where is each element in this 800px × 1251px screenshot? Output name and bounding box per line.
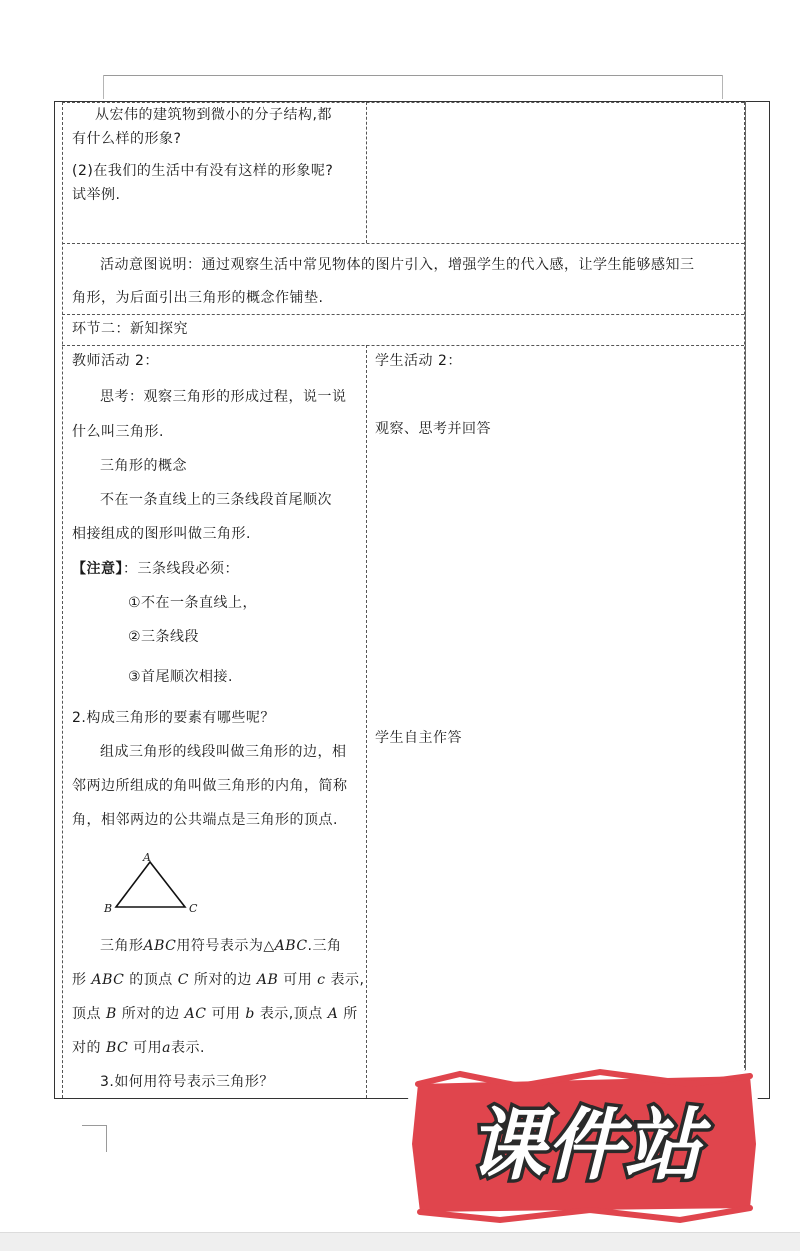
math-span: b: [245, 1006, 255, 1022]
watermark-logo: [400, 1064, 770, 1224]
math-span: A: [327, 1006, 339, 1022]
symbol-line: [72, 1005, 358, 1023]
col-divider-mid: [366, 102, 367, 243]
text-span: 所对的边: [193, 972, 252, 988]
table-right-border: [745, 101, 746, 1099]
row-divider: [62, 314, 744, 315]
student-activity-heading: 学生活动 2：: [375, 353, 462, 369]
math-span: AC: [184, 1006, 207, 1022]
viewer-bottom-bar: [0, 1232, 800, 1251]
math-span: ABC: [143, 938, 177, 954]
note-item: ③首尾顺次相接.: [128, 669, 234, 685]
text-span: 表示,顶点: [259, 1006, 323, 1022]
math-span: a: [162, 1040, 172, 1056]
math-span: C: [177, 972, 189, 988]
text-span: 的顶点: [129, 972, 173, 988]
row-divider: [62, 243, 744, 244]
math-span: ABC: [91, 972, 125, 988]
page-top-rule-right-tick: [722, 75, 723, 99]
text-span: 三角形: [100, 938, 144, 954]
teacher-text: 相接组成的图形叫做三角形.: [72, 526, 251, 542]
teacher-text: 思考：观察三角形的形成过程，说一说: [100, 389, 347, 405]
col-divider-right: [744, 102, 745, 1098]
math-span: B: [105, 1006, 117, 1022]
activity-intent-text: 活动意图说明：通过观察生活中常见物体的图片引入，增强学生的代入感，让学生能够感知三: [100, 257, 695, 273]
text-span: 所对的边: [121, 1006, 180, 1022]
teacher-text: 角，相邻两边的公共端点是三角形的顶点.: [72, 812, 338, 828]
text-span: 可用: [211, 1006, 241, 1022]
question-3: 3.如何用符号表示三角形？: [100, 1074, 274, 1090]
teacher-text: 组成三角形的线段叫做三角形的边，相: [100, 744, 347, 760]
note-line: [72, 560, 239, 578]
note-item: ②三条线段: [128, 629, 200, 645]
note-text: ：三条线段必须：: [123, 561, 239, 577]
text-span: .三角: [307, 938, 342, 954]
vertex-label-c: C: [189, 902, 198, 915]
vertex-label-b: B: [104, 902, 113, 915]
vertex-label-a: A: [143, 851, 151, 864]
symbol-line: [100, 937, 341, 955]
activity-intent-text: 角形，为后面引出三角形的概念作铺垫.: [72, 290, 324, 306]
text-span: 形: [72, 972, 87, 988]
page-corner-mark: [82, 1125, 107, 1152]
note-label: 【注意】: [72, 561, 123, 577]
row1-text: 从宏伟的建筑物到微小的分子结构,都: [95, 107, 332, 123]
text-span: 对的: [72, 1040, 101, 1056]
row1-text: 试举例.: [72, 187, 121, 203]
text-span: 表示.: [171, 1040, 205, 1056]
page-top-rule-left-tick: [103, 75, 104, 99]
text-span: 所: [343, 1006, 358, 1022]
teacher-text: 不在一条直线上的三条线段首尾顺次: [100, 492, 332, 508]
text-span: 用符号表示为△: [176, 938, 275, 954]
math-span: c: [317, 972, 326, 988]
note-item: ①不在一条直线上，: [128, 595, 258, 611]
math-span: BC: [105, 1040, 129, 1056]
math-span: AB: [256, 972, 279, 988]
page-top-rule: [103, 75, 723, 76]
student-answer: 观察、思考并回答: [375, 421, 491, 437]
triangle-shape: [116, 862, 185, 907]
question-2: 2.构成三角形的要素有哪些呢？: [72, 710, 275, 726]
col-divider-mid: [366, 345, 367, 1098]
teacher-text: 什么叫三角形.: [72, 424, 164, 440]
symbol-line: [72, 1039, 205, 1057]
symbol-line: [72, 971, 364, 989]
section-title: 环节二：新知探究: [72, 321, 188, 337]
teacher-text: 邻两边所组成的角叫做三角形的内角，简称: [72, 778, 348, 794]
row1-text: 有什么样的形象?: [72, 131, 182, 147]
text-span: 表示,: [330, 972, 365, 988]
student-answer: 学生自主作答: [375, 730, 462, 746]
row1-text: (2)在我们的生活中有没有这样的形象呢?: [72, 163, 334, 179]
row-divider: [62, 345, 744, 346]
math-span: ABC: [274, 938, 308, 954]
text-span: 可用: [283, 972, 313, 988]
text-span: 可用: [133, 1040, 163, 1056]
text-span: 顶点: [72, 1006, 101, 1022]
col-divider-left: [62, 102, 63, 1098]
logo-text: 课件站: [467, 1101, 703, 1191]
concept-title: 三角形的概念: [100, 458, 187, 474]
teacher-activity-heading: 教师活动 2：: [72, 353, 159, 369]
row-divider: [62, 102, 744, 103]
triangle-abc-figure: [100, 848, 210, 918]
